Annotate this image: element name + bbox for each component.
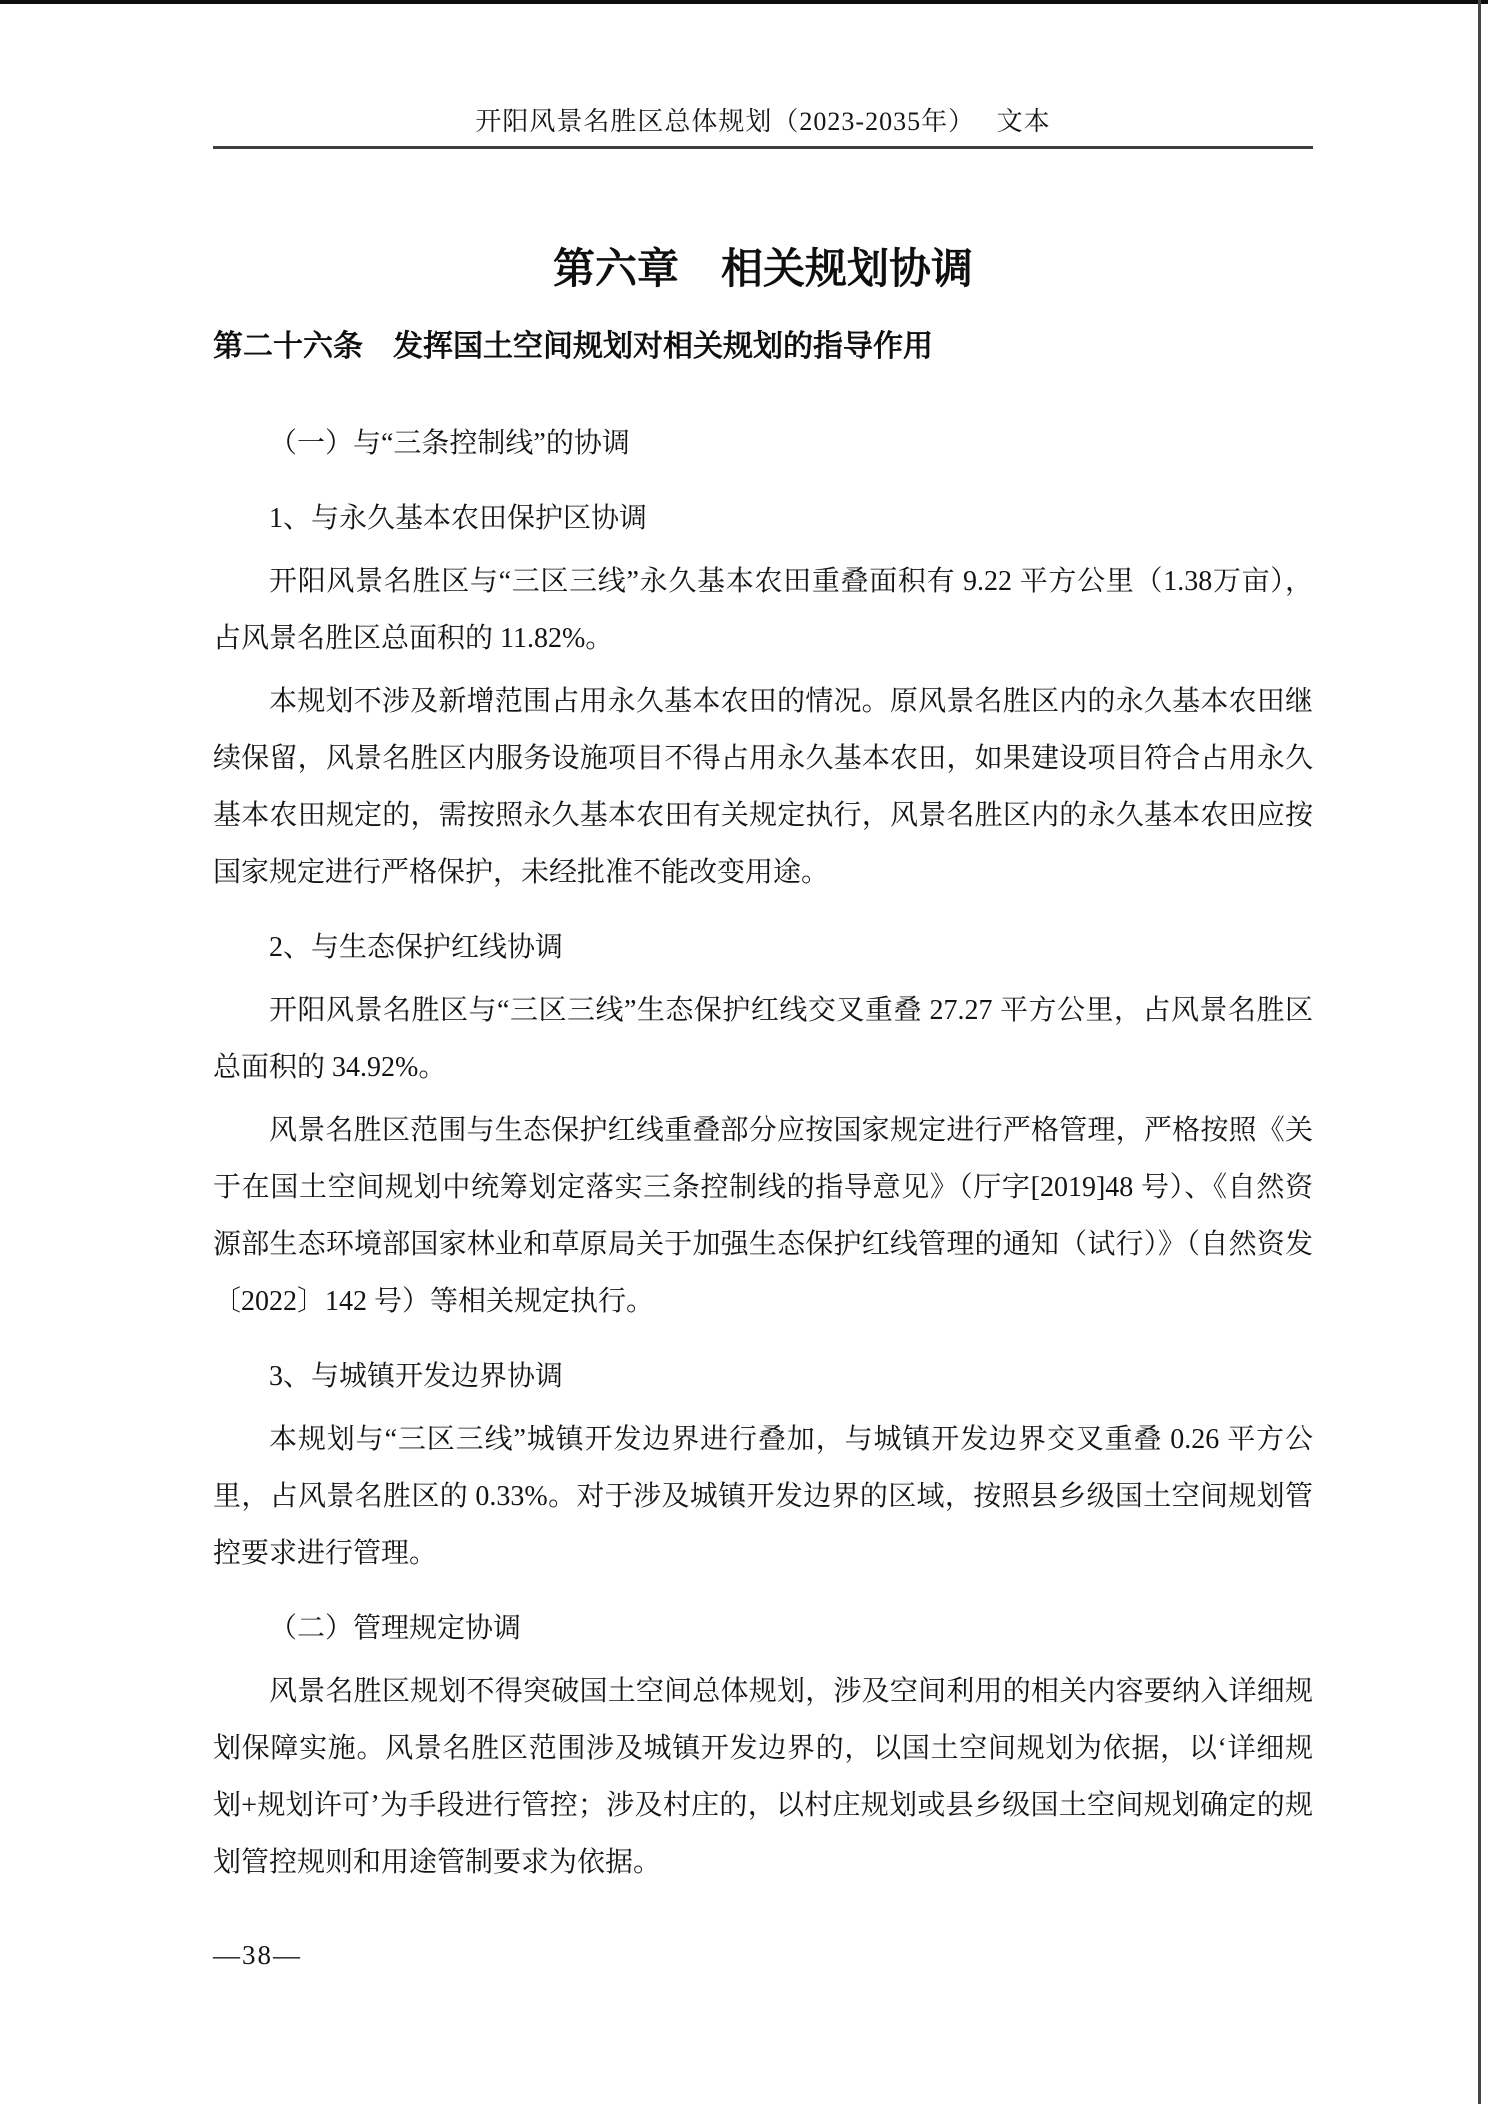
paragraph-urban-boundary: 本规划与“三区三线”城镇开发边界进行叠加，与城镇开发边界交叉重叠 0.26 平方公里，占风景名胜区的 0.33%。对于涉及城镇开发边界的区域，按照县乡级国土空间规划管控要求进行管理。 xyxy=(213,1424,1313,1569)
subheading-item-3: 3、与城镇开发边界协调 xyxy=(269,1361,564,1392)
scan-right-edge xyxy=(1478,0,1481,2104)
paragraph-farmland-rules: 本规划不涉及新增范围占用永久基本农田的情况。原风景名胜区内的永久基本农田继续保留，风景名胜区内服务设施项目不得占用永久基本农田，如果建设项目符合占用永久基本农田规定的，需按照永久基本农田有关规定执行，风景名胜区内的永久基本农田应按国家规定进行严格保护，未经批准不能改变用途。 xyxy=(213,686,1313,888)
article-heading: 第二十六条 发挥国土空间规划对相关规划的指导作用 xyxy=(213,330,933,363)
paragraph-ecological-rules: 风景名胜区范围与生态保护红线重叠部分应按国家规定进行严格管理，严格按照《关于在国土空间规划中统筹划定落实三条控制线的指导意见》（厅字[2019]48 号）、《自然资源部生态环境部国家林业和草原局关于加强生态保护红线管理的通知（试行）》（自然资发〔2022〕142 号）等相关规定执行。 xyxy=(213,1115,1313,1317)
paragraph-ecological-overlap: 开阳风景名胜区与“三区三线”生态保护红线交叉重叠 27.27 平方公里，占风景名胜区总面积的 34.92%。 xyxy=(213,995,1313,1083)
subheading-item-1: 1、与永久基本农田保护区协调 xyxy=(269,503,648,534)
paragraph-farmland-overlap: 开阳风景名胜区与“三区三线”永久基本农田重叠面积有 9.22 平方公里（1.38万亩），占风景名胜区总面积的 11.82%。 xyxy=(213,566,1313,654)
chapter-title: 第六章 相关规划协调 xyxy=(552,245,973,292)
page-number: —38— xyxy=(213,1940,302,1970)
page-content xyxy=(213,0,1313,1891)
subheading-section-1: （一）与“三条控制线”的协调 xyxy=(269,428,630,459)
header-rule xyxy=(213,146,1313,149)
running-header: 开阳风景名胜区总体规划（2023-2035年） 文本 xyxy=(475,107,1051,136)
subheading-item-2: 2、与生态保护红线协调 xyxy=(269,932,564,963)
subheading-section-2: （二）管理规定协调 xyxy=(269,1613,522,1644)
paragraph-management-rules: 风景名胜区规划不得突破国土空间总体规划，涉及空间利用的相关内容要纳入详细规划保障实施。风景名胜区范围涉及城镇开发边界的，以国土空间规划为依据，以‘详细规划+规划许可’为手段进行管控；涉及村庄的，以村庄规划或县乡级国土空间规划确定的规划管控规则和用途管制要求为依据。 xyxy=(213,1676,1313,1878)
